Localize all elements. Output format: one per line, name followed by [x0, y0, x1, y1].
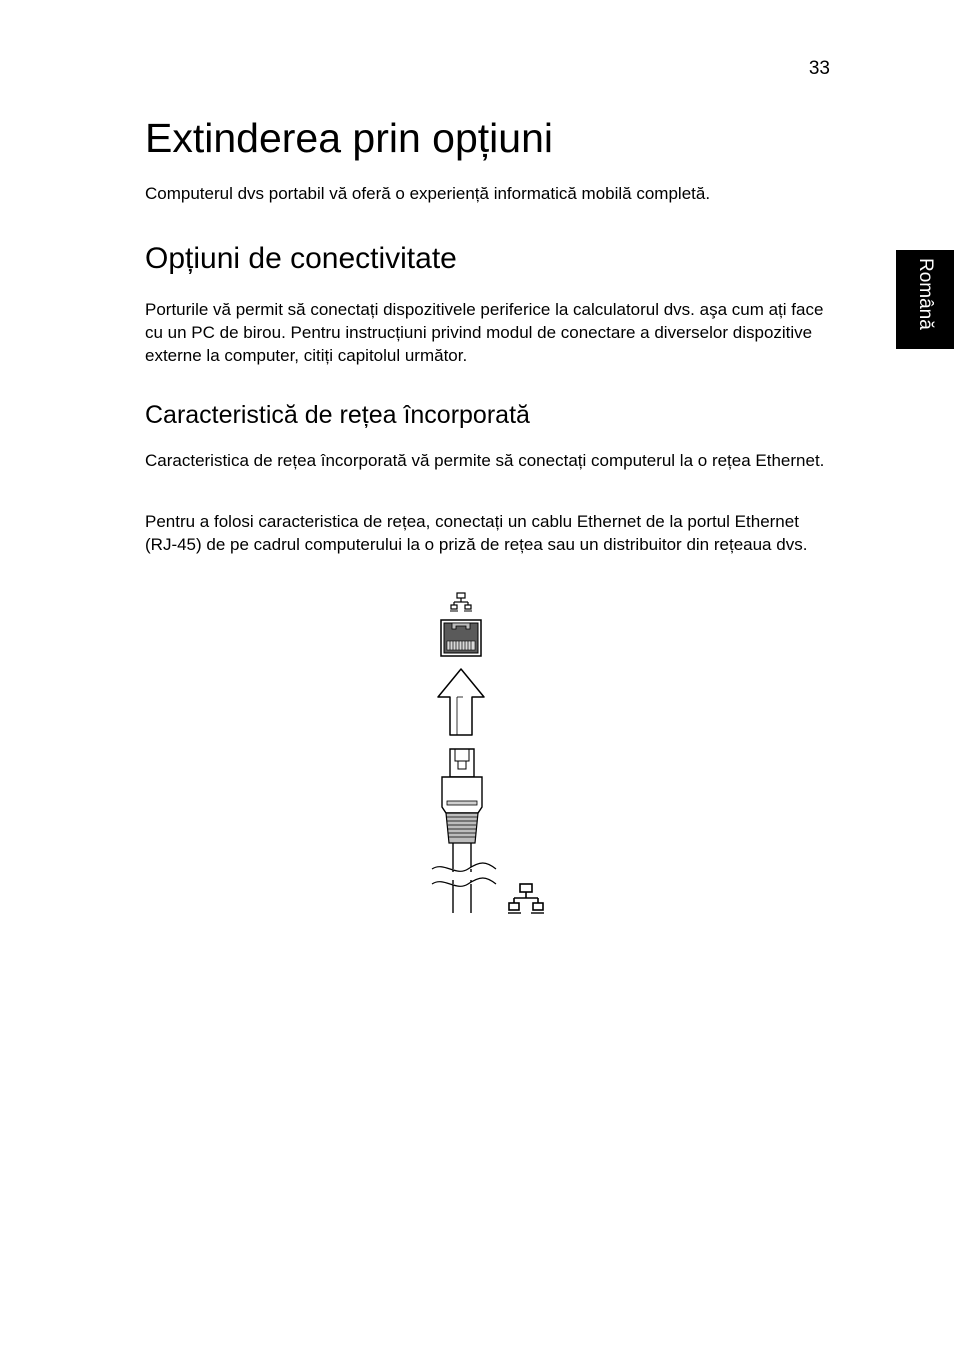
network-icon: [450, 592, 472, 612]
language-tab: [896, 250, 954, 349]
network-icon: [508, 882, 544, 914]
subsection-heading: Caracteristică de rețea încorporată: [145, 401, 530, 429]
subsection-paragraph-2: Pentru a folosi caracteristica de rețea, conectați un cablu Ethernet de la portul Ethernet (RJ-45) de pe cadrul computerului la o priză de rețea sau un distribuitor din rețeaua dvs.: [145, 512, 808, 554]
ethernet-connection-figure: [420, 585, 560, 920]
subsection-paragraph-1: Caracteristica de rețea încorporată vă permite să conectați computerul la o rețea Ethernet.: [145, 451, 825, 470]
section-paragraph: Porturile vă permit să conectați dispozitivele periferice la calculatorul dvs. aşa cum ați face cu un PC de birou. Pentru instrucțiuni privind modul de conectare a diverselor dispozitive externe la computer, citiți capitolul următor.: [145, 300, 824, 365]
section-heading: Opțiuni de conectivitate: [145, 242, 457, 275]
rj45-port-icon: [440, 619, 482, 657]
intro-paragraph: Computerul dvs portabil vă oferă o experiență informatică mobilă completă.: [145, 184, 711, 203]
page-number: 33: [808, 58, 830, 79]
arrow-up-icon: [436, 667, 486, 737]
rj45-plug-icon: [438, 747, 504, 917]
page-title: Extinderea prin opțiuni: [145, 115, 553, 161]
language-tab-label: Română: [915, 258, 936, 330]
